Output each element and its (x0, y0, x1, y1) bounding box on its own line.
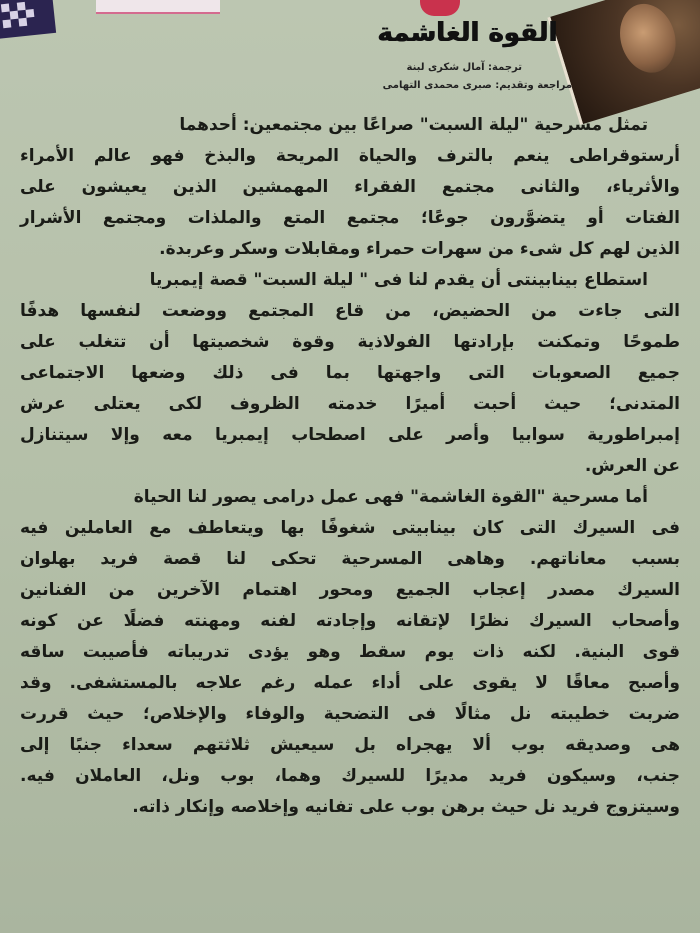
text-line: وأصبح معاقًا لا يقوى على أداء عمله رغم علاجه بالمستشفى. وقد (20, 673, 680, 693)
text-line: جنب، وسيكون فريد مديرًا للسيرك وهما، بوب ونل، العاملان فيه. (20, 766, 680, 786)
text-line: عن العرش. (584, 456, 680, 476)
text-line: الفتات أو يتضوَّرون جوعًا؛ مجتمع المتع والملذات ومجتمع الأشرار (20, 208, 680, 228)
text-line: إمبراطورية سوابيا وأصر على اصطحاب إيمبريا معه وإلا سيتنازل (20, 425, 680, 445)
text-line: التى جاءت من الحضيض، من قاع المجتمع ووضعت لنفسها هدفًا (20, 301, 680, 321)
text-line: السيرك مصدر إعجاب الجميع ومحور اهتمام الآخرين من الفنانين (20, 580, 680, 600)
book-title: القوة الغاشمة (377, 18, 557, 48)
review-credit: مراجعة وتقديم: صبرى محمدى التهامى (382, 80, 572, 91)
text-line: الذين لهم كل شىء من سهرات حمراء ومقابلات وسكر وعربدة. (159, 239, 680, 259)
text-line: والأثرياء، والثانى مجتمع الفقراء المهمشين الذين يعيشون على (20, 177, 680, 197)
text-line: وسيتزوج فريد نل حيث برهن بوب على تفانيه وإخلاصه وإنكار ذاته. (132, 797, 680, 817)
text-line: طموحًا وتمكنت بإرادتها الفولاذية وقوة شخصيتها أن تتغلب على (20, 332, 680, 352)
text-line: تمثل مسرحية "ليلة السبت" صراعًا بين مجتمعين: أحدهما (179, 115, 648, 135)
text-line: ضربت خطيبته نل مثالًا فى التضحية والوفاء والإخلاص؛ حيث قررت (20, 704, 680, 724)
cover-edge-strip (96, 0, 220, 14)
text-line: بسبب معاناتهم. وهاهى المسرحية تحكى لنا قصة فريد بهلوان (20, 549, 680, 569)
title-block (352, 0, 582, 100)
portrait-face (612, 0, 684, 80)
text-line: استطاع بينابينتى أن يقدم لنا فى " ليلة السبت" قصة إيمبريا (149, 270, 648, 290)
blurb-text (20, 110, 680, 823)
text-line: المتدنى؛ حيث أحبت أميرًا خدمته الظروف لكى يعتلى عرش (20, 394, 680, 414)
logo-grid-icon (1, 0, 43, 28)
text-line: فى السيرك التى كان بينابيتى شغوفًا بها ويتعاطف مع العاملين فيه (20, 518, 680, 538)
text-line: وأصحاب السيرك نظرًا لإتقانه وإجادته لفنه ومهنته فضلًا عن كونه (20, 611, 680, 631)
publisher-logo (0, 0, 56, 39)
text-line: أرستوقراطى ينعم بالترف والحياة المريحة والبذخ فهو عالم الأمراء (20, 146, 680, 166)
text-line: هى وصديقه بوب ألا يهجراه بل سيعيش ثلاثتهم سعداء جنبًا إلى (20, 735, 680, 755)
translation-credit: ترجمة: آمال شكرى لبنة (406, 62, 522, 73)
text-line: قوى البنية. لكنه ذات يوم سقط وهو يؤدى تدريباته فأصيبت ساقه (20, 642, 680, 662)
text-line: أما مسرحية "القوة الغاشمة" فهى عمل درامى يصور لنا الحياة (133, 487, 648, 507)
text-line: جميع الصعوبات التى واجهتها بما فى ذلك وضعها الاجتماعى (20, 363, 680, 383)
title-ornament (420, 0, 460, 16)
